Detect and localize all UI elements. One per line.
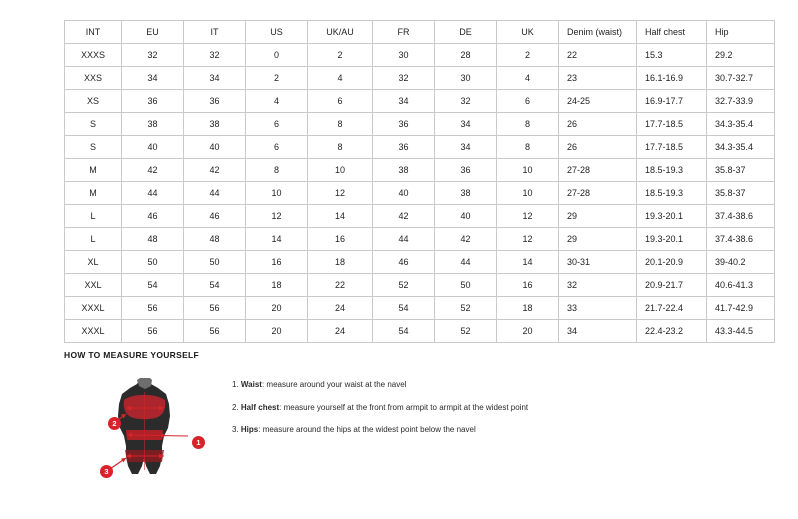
table-row bbox=[65, 228, 775, 251]
cell-hip: 30.7-32.7 bbox=[707, 67, 775, 90]
cell-denim-waist: 27-28 bbox=[559, 159, 637, 182]
measure-note-2-term: Half chest bbox=[240, 402, 280, 412]
cell-hip: 35.8-37 bbox=[707, 182, 775, 205]
cell-denim-waist: 30-31 bbox=[559, 251, 637, 274]
cell-ukau: 18 bbox=[308, 251, 373, 274]
cell-ukau: 4 bbox=[308, 67, 373, 90]
cell-it: 56 bbox=[184, 297, 246, 320]
column-header-it: IT bbox=[184, 21, 246, 44]
cell-uk: 4 bbox=[497, 67, 559, 90]
cell-int: XXXL bbox=[65, 320, 122, 343]
cell-half-chest: 18.5-19.3 bbox=[637, 159, 707, 182]
cell-de: 34 bbox=[435, 136, 497, 159]
cell-eu: 56 bbox=[122, 297, 184, 320]
cell-fr: 38 bbox=[373, 159, 435, 182]
cell-ukau: 10 bbox=[308, 159, 373, 182]
cell-hip: 37.4-38.6 bbox=[707, 228, 775, 251]
cell-int: L bbox=[65, 228, 122, 251]
cell-eu: 54 bbox=[122, 274, 184, 297]
column-header-int: INT bbox=[65, 21, 122, 44]
cell-ukau: 24 bbox=[308, 297, 373, 320]
cell-half-chest: 17.7-18.5 bbox=[637, 136, 707, 159]
cell-half-chest: 20.9-21.7 bbox=[637, 274, 707, 297]
cell-eu: 36 bbox=[122, 90, 184, 113]
column-header-eu: EU bbox=[122, 21, 184, 44]
size-table-container bbox=[64, 20, 754, 343]
cell-half-chest: 22.4-23.2 bbox=[637, 320, 707, 343]
cell-half-chest: 15.3 bbox=[637, 44, 707, 67]
cell-ukau: 24 bbox=[308, 320, 373, 343]
measure-badge-3: 3 bbox=[100, 465, 113, 478]
measure-note-2-text: : measure yourself at the front from armpit to armpit at the widest point bbox=[279, 402, 529, 412]
cell-it: 50 bbox=[184, 251, 246, 274]
size-table-body bbox=[65, 44, 775, 343]
cell-ukau: 6 bbox=[308, 90, 373, 113]
column-header-us: US bbox=[246, 21, 308, 44]
cell-fr: 36 bbox=[373, 113, 435, 136]
size-table-head bbox=[65, 21, 775, 44]
table-row bbox=[65, 67, 775, 90]
cell-denim-waist: 29 bbox=[559, 228, 637, 251]
cell-it: 48 bbox=[184, 228, 246, 251]
table-row bbox=[65, 251, 775, 274]
cell-us: 20 bbox=[246, 297, 308, 320]
cell-hip: 29.2 bbox=[707, 44, 775, 67]
cell-us: 2 bbox=[246, 67, 308, 90]
cell-half-chest: 16.1-16.9 bbox=[637, 67, 707, 90]
column-header-uk: UK bbox=[497, 21, 559, 44]
cell-denim-waist: 23 bbox=[559, 67, 637, 90]
cell-fr: 54 bbox=[373, 320, 435, 343]
cell-uk: 10 bbox=[497, 159, 559, 182]
cell-us: 0 bbox=[246, 44, 308, 67]
cell-it: 44 bbox=[184, 182, 246, 205]
cell-us: 20 bbox=[246, 320, 308, 343]
measure-badge-1: 1 bbox=[192, 436, 205, 449]
cell-denim-waist: 26 bbox=[559, 136, 637, 159]
cell-half-chest: 19.3-20.1 bbox=[637, 228, 707, 251]
cell-ukau: 2 bbox=[308, 44, 373, 67]
table-row bbox=[65, 205, 775, 228]
cell-fr: 30 bbox=[373, 44, 435, 67]
cell-it: 32 bbox=[184, 44, 246, 67]
cell-half-chest: 21.7-22.4 bbox=[637, 297, 707, 320]
cell-hip: 39-40.2 bbox=[707, 251, 775, 274]
cell-us: 14 bbox=[246, 228, 308, 251]
cell-int: L bbox=[65, 205, 122, 228]
table-header-row bbox=[65, 21, 775, 44]
cell-us: 10 bbox=[246, 182, 308, 205]
cell-ukau: 8 bbox=[308, 113, 373, 136]
cell-de: 40 bbox=[435, 205, 497, 228]
cell-de: 38 bbox=[435, 182, 497, 205]
cell-uk: 12 bbox=[497, 228, 559, 251]
cell-de: 28 bbox=[435, 44, 497, 67]
cell-fr: 40 bbox=[373, 182, 435, 205]
measure-note-3-text: : measure around the hips at the widest point below the navel bbox=[258, 425, 476, 435]
cell-int: M bbox=[65, 182, 122, 205]
cell-hip: 34.3-35.4 bbox=[707, 136, 775, 159]
cell-int: S bbox=[65, 136, 122, 159]
cell-us: 18 bbox=[246, 274, 308, 297]
cell-us: 6 bbox=[246, 113, 308, 136]
measure-note-1-number: 1. bbox=[232, 380, 239, 389]
measure-notes-list bbox=[232, 370, 528, 448]
cell-half-chest: 20.1-20.9 bbox=[637, 251, 707, 274]
cell-denim-waist: 22 bbox=[559, 44, 637, 67]
cell-fr: 36 bbox=[373, 136, 435, 159]
mannequin-illustration bbox=[80, 370, 210, 500]
cell-fr: 46 bbox=[373, 251, 435, 274]
column-header-ukau: UK/AU bbox=[308, 21, 373, 44]
measure-note-hips bbox=[232, 425, 528, 435]
cell-ukau: 16 bbox=[308, 228, 373, 251]
table-row bbox=[65, 113, 775, 136]
mannequin-figure-icon bbox=[80, 370, 210, 500]
cell-fr: 32 bbox=[373, 67, 435, 90]
cell-uk: 14 bbox=[497, 251, 559, 274]
cell-int: XXL bbox=[65, 274, 122, 297]
table-row bbox=[65, 44, 775, 67]
cell-eu: 56 bbox=[122, 320, 184, 343]
cell-eu: 32 bbox=[122, 44, 184, 67]
cell-uk: 18 bbox=[497, 297, 559, 320]
cell-eu: 48 bbox=[122, 228, 184, 251]
measure-note-half-chest bbox=[232, 403, 528, 413]
cell-it: 56 bbox=[184, 320, 246, 343]
cell-uk: 8 bbox=[497, 113, 559, 136]
cell-denim-waist: 34 bbox=[559, 320, 637, 343]
cell-uk: 2 bbox=[497, 44, 559, 67]
cell-uk: 10 bbox=[497, 182, 559, 205]
measure-note-3-number: 3. bbox=[232, 425, 239, 435]
cell-it: 40 bbox=[184, 136, 246, 159]
cell-it: 46 bbox=[184, 205, 246, 228]
cell-eu: 44 bbox=[122, 182, 184, 205]
cell-hip: 35.8-37 bbox=[707, 159, 775, 182]
cell-de: 34 bbox=[435, 113, 497, 136]
cell-denim-waist: 27-28 bbox=[559, 182, 637, 205]
cell-de: 52 bbox=[435, 320, 497, 343]
cell-de: 52 bbox=[435, 297, 497, 320]
cell-hip: 32.7-33.9 bbox=[707, 90, 775, 113]
cell-ukau: 22 bbox=[308, 274, 373, 297]
cell-de: 30 bbox=[435, 67, 497, 90]
table-row bbox=[65, 136, 775, 159]
cell-eu: 46 bbox=[122, 205, 184, 228]
cell-hip: 40.6-41.3 bbox=[707, 274, 775, 297]
cell-ukau: 8 bbox=[308, 136, 373, 159]
measure-note-2-number: 2. bbox=[232, 402, 239, 412]
cell-de: 42 bbox=[435, 228, 497, 251]
measure-badge-2: 2 bbox=[108, 417, 121, 430]
column-header-hip: Hip bbox=[707, 21, 775, 44]
cell-eu: 34 bbox=[122, 67, 184, 90]
cell-half-chest: 19.3-20.1 bbox=[637, 205, 707, 228]
cell-int: XL bbox=[65, 251, 122, 274]
table-row bbox=[65, 320, 775, 343]
cell-int: XXXL bbox=[65, 297, 122, 320]
table-row bbox=[65, 182, 775, 205]
measure-note-3-term: Hips bbox=[240, 425, 259, 435]
cell-eu: 42 bbox=[122, 159, 184, 182]
cell-uk: 6 bbox=[497, 90, 559, 113]
table-row bbox=[65, 297, 775, 320]
cell-it: 36 bbox=[184, 90, 246, 113]
cell-int: XS bbox=[65, 90, 122, 113]
cell-hip: 43.3-44.5 bbox=[707, 320, 775, 343]
cell-int: XXS bbox=[65, 67, 122, 90]
cell-half-chest: 16.9-17.7 bbox=[637, 90, 707, 113]
cell-ukau: 14 bbox=[308, 205, 373, 228]
cell-de: 32 bbox=[435, 90, 497, 113]
cell-fr: 34 bbox=[373, 90, 435, 113]
cell-hip: 41.7-42.9 bbox=[707, 297, 775, 320]
column-header-fr: FR bbox=[373, 21, 435, 44]
table-row bbox=[65, 159, 775, 182]
cell-half-chest: 17.7-18.5 bbox=[637, 113, 707, 136]
cell-denim-waist: 29 bbox=[559, 205, 637, 228]
cell-fr: 52 bbox=[373, 274, 435, 297]
cell-hip: 34.3-35.4 bbox=[707, 113, 775, 136]
cell-uk: 12 bbox=[497, 205, 559, 228]
cell-hip: 37.4-38.6 bbox=[707, 205, 775, 228]
cell-us: 16 bbox=[246, 251, 308, 274]
cell-half-chest: 18.5-19.3 bbox=[637, 182, 707, 205]
cell-fr: 44 bbox=[373, 228, 435, 251]
cell-denim-waist: 33 bbox=[559, 297, 637, 320]
cell-de: 36 bbox=[435, 159, 497, 182]
cell-eu: 38 bbox=[122, 113, 184, 136]
cell-it: 42 bbox=[184, 159, 246, 182]
cell-us: 12 bbox=[246, 205, 308, 228]
cell-ukau: 12 bbox=[308, 182, 373, 205]
cell-eu: 50 bbox=[122, 251, 184, 274]
measure-note-1-text: : measure around your waist at the navel bbox=[261, 380, 407, 389]
cell-uk: 20 bbox=[497, 320, 559, 343]
column-header-denim-waist: Denim (waist) bbox=[559, 21, 637, 44]
how-to-measure-title: HOW TO MEASURE YOURSELF bbox=[64, 350, 200, 360]
how-to-measure-body bbox=[64, 370, 734, 500]
table-row bbox=[65, 90, 775, 113]
column-header-half-chest: Half chest bbox=[637, 21, 707, 44]
cell-eu: 40 bbox=[122, 136, 184, 159]
cell-int: M bbox=[65, 159, 122, 182]
column-header-de: DE bbox=[435, 21, 497, 44]
cell-fr: 42 bbox=[373, 205, 435, 228]
cell-fr: 54 bbox=[373, 297, 435, 320]
cell-denim-waist: 24-25 bbox=[559, 90, 637, 113]
cell-us: 4 bbox=[246, 90, 308, 113]
cell-denim-waist: 26 bbox=[559, 113, 637, 136]
cell-us: 6 bbox=[246, 136, 308, 159]
cell-it: 38 bbox=[184, 113, 246, 136]
how-to-measure-section bbox=[64, 350, 734, 500]
cell-us: 8 bbox=[246, 159, 308, 182]
cell-it: 54 bbox=[184, 274, 246, 297]
cell-int: S bbox=[65, 113, 122, 136]
cell-int: XXXS bbox=[65, 44, 122, 67]
measure-note-1-term: Waist bbox=[240, 380, 262, 389]
cell-uk: 16 bbox=[497, 274, 559, 297]
cell-uk: 8 bbox=[497, 136, 559, 159]
size-table bbox=[64, 20, 775, 343]
table-row bbox=[65, 274, 775, 297]
cell-de: 50 bbox=[435, 274, 497, 297]
cell-de: 44 bbox=[435, 251, 497, 274]
cell-denim-waist: 32 bbox=[559, 274, 637, 297]
cell-it: 34 bbox=[184, 67, 246, 90]
measure-note-waist bbox=[232, 380, 528, 390]
